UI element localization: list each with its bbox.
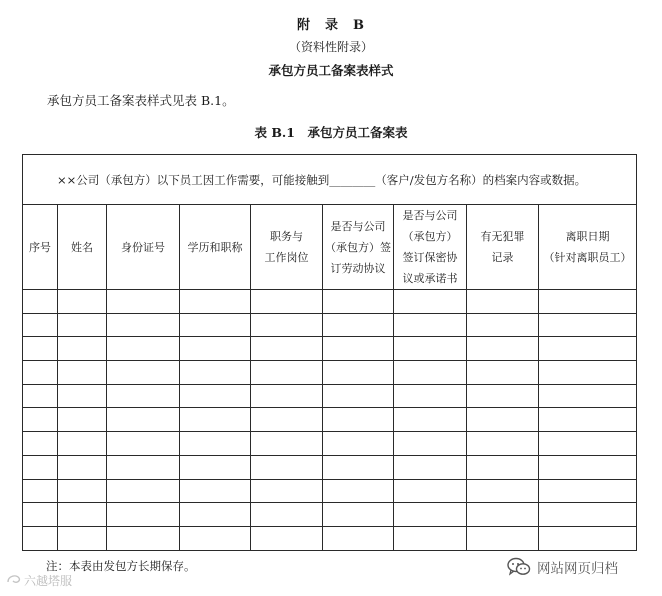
table-cell xyxy=(467,526,539,550)
table-cell xyxy=(23,503,58,527)
table-cell xyxy=(180,313,251,337)
table-cell xyxy=(323,455,394,479)
table-cell xyxy=(107,337,180,361)
appendix-title: 附 录 B xyxy=(297,18,365,33)
watermark-swirl-icon xyxy=(6,573,22,588)
table-cell xyxy=(107,455,180,479)
column-header-line: 订劳动协议 xyxy=(330,261,386,275)
column-header-6 xyxy=(323,205,394,290)
table-cell xyxy=(539,290,637,314)
column-header-7 xyxy=(394,205,467,290)
table-cell xyxy=(251,313,323,337)
table-cell xyxy=(467,384,539,408)
table-cell xyxy=(23,361,58,385)
table-cell xyxy=(467,361,539,385)
table-cell xyxy=(251,526,323,550)
table-cell xyxy=(467,337,539,361)
column-header-4 xyxy=(180,205,251,290)
table-cell xyxy=(539,479,637,503)
column-header-5 xyxy=(251,205,323,290)
table-cell xyxy=(467,455,539,479)
employee-record-table xyxy=(22,154,637,551)
table-cell xyxy=(539,361,637,385)
table-cell xyxy=(58,479,107,503)
table-row xyxy=(23,455,637,479)
table-cell xyxy=(539,455,637,479)
table-cell xyxy=(394,503,467,527)
table-cell xyxy=(180,526,251,550)
column-header-line: 学历和职称 xyxy=(187,240,243,254)
table-cell xyxy=(107,526,180,550)
table-cell xyxy=(107,479,180,503)
table-cell xyxy=(180,337,251,361)
table-cell xyxy=(107,313,180,337)
table-cell xyxy=(323,408,394,432)
table-cell xyxy=(323,432,394,456)
table-cell xyxy=(467,290,539,314)
table-cell xyxy=(467,479,539,503)
column-header-line: （承包方） xyxy=(402,230,458,243)
table-cell xyxy=(467,313,539,337)
watermark-left-text: 六越塔服 xyxy=(24,574,73,588)
table-cell xyxy=(539,408,637,432)
table-row xyxy=(23,361,637,385)
table-cell xyxy=(180,290,251,314)
table-cell xyxy=(394,479,467,503)
column-header-line: 是否与公司 xyxy=(402,209,458,222)
table-cell xyxy=(58,408,107,432)
table-cell xyxy=(251,479,323,503)
footnote: 注：本表由发包方长期保存。 xyxy=(46,559,196,573)
table-cell xyxy=(394,290,467,314)
column-header-line: （承包方）签 xyxy=(325,240,391,254)
table-cell xyxy=(23,313,58,337)
table-cell xyxy=(539,313,637,337)
table-cell xyxy=(107,384,180,408)
table-cell xyxy=(394,455,467,479)
column-header-line: 序号 xyxy=(29,240,51,254)
table-row xyxy=(23,337,637,361)
table-cell xyxy=(251,384,323,408)
table-cell xyxy=(58,361,107,385)
table-row xyxy=(23,290,637,314)
appendix-heading: 承包方员工备案表样式 xyxy=(268,63,394,78)
table-cell xyxy=(394,408,467,432)
table-cell xyxy=(394,313,467,337)
header-row xyxy=(23,205,637,290)
table-cell xyxy=(107,503,180,527)
table-cell xyxy=(467,503,539,527)
table-cell xyxy=(539,526,637,550)
column-header-line: 议或承诺书 xyxy=(402,272,458,285)
table-cell xyxy=(58,313,107,337)
record-table-container xyxy=(22,154,636,551)
table-cell xyxy=(58,432,107,456)
table-cell xyxy=(539,384,637,408)
notice-row xyxy=(23,155,637,205)
column-header-8 xyxy=(467,205,539,290)
column-header-line: 离职日期 xyxy=(565,230,610,243)
table-cell xyxy=(323,337,394,361)
watermark-right-text: 网站网页归档 xyxy=(537,561,618,577)
table-cell xyxy=(467,432,539,456)
column-header-line: 姓名 xyxy=(71,240,93,254)
table-cell xyxy=(107,361,180,385)
column-header-2 xyxy=(58,205,107,290)
table-cell xyxy=(23,290,58,314)
table-cell xyxy=(23,337,58,361)
table-cell xyxy=(180,384,251,408)
table-cell xyxy=(323,290,394,314)
column-header-line: 记录 xyxy=(491,251,514,264)
table-cell xyxy=(180,432,251,456)
table-cell xyxy=(23,479,58,503)
table-cell xyxy=(23,432,58,456)
watermark-left xyxy=(6,572,72,589)
notice-cell: ××公司（承包方）以下员工因工作需要，可能接触到________（客户/发包方名称）的档案内容或数据。 xyxy=(23,155,637,205)
table-cell xyxy=(251,337,323,361)
table-cell xyxy=(251,503,323,527)
table-cell xyxy=(323,526,394,550)
table-cell xyxy=(251,432,323,456)
column-header-line: （针对离职员工） xyxy=(543,251,632,264)
table-cell xyxy=(251,361,323,385)
table-cell xyxy=(539,503,637,527)
table-cell xyxy=(323,361,394,385)
table-cell xyxy=(394,361,467,385)
table-cell xyxy=(107,408,180,432)
table-row xyxy=(23,384,637,408)
column-header-1 xyxy=(23,205,58,290)
table-cell xyxy=(107,432,180,456)
appendix-subtitle: （资料性附录） xyxy=(288,40,373,54)
table-row xyxy=(23,503,637,527)
table-cell xyxy=(58,384,107,408)
table-cell xyxy=(323,479,394,503)
table-cell xyxy=(180,455,251,479)
table-cell xyxy=(23,526,58,550)
column-header-line: 职务与 xyxy=(270,230,303,243)
table-cell xyxy=(58,455,107,479)
watermark-right xyxy=(507,557,618,577)
table-cell xyxy=(467,408,539,432)
table-cell xyxy=(251,290,323,314)
table-cell xyxy=(394,526,467,550)
column-header-3 xyxy=(107,205,180,290)
table-cell xyxy=(180,361,251,385)
column-header-9 xyxy=(539,205,637,290)
table-cell xyxy=(107,290,180,314)
column-header-line: 签订保密协 xyxy=(402,251,458,264)
table-row xyxy=(23,479,637,503)
table-cell xyxy=(180,479,251,503)
table-cell xyxy=(539,432,637,456)
table-row xyxy=(23,432,637,456)
table-cell xyxy=(23,408,58,432)
table-cell xyxy=(58,526,107,550)
column-header-line: 是否与公司 xyxy=(330,219,386,233)
table-title: 表 B.1 承包方员工备案表 xyxy=(254,125,408,140)
table-cell xyxy=(23,455,58,479)
table-cell xyxy=(394,337,467,361)
wechat-icon xyxy=(507,557,531,577)
column-header-line: 有无犯罪 xyxy=(480,230,525,243)
table-cell xyxy=(251,455,323,479)
table-cell xyxy=(58,337,107,361)
table-row xyxy=(23,313,637,337)
table-cell xyxy=(323,313,394,337)
table-cell xyxy=(58,503,107,527)
table-cell xyxy=(180,503,251,527)
table-cell xyxy=(394,432,467,456)
table-row xyxy=(23,526,637,550)
table-cell xyxy=(58,290,107,314)
table-cell xyxy=(323,503,394,527)
column-header-line: 身份证号 xyxy=(121,240,165,254)
column-header-line: 工作岗位 xyxy=(264,251,309,264)
table-cell xyxy=(251,408,323,432)
table-row xyxy=(23,408,637,432)
table-cell xyxy=(394,384,467,408)
table-cell xyxy=(23,384,58,408)
table-cell xyxy=(323,384,394,408)
intro-paragraph: 承包方员工备案表样式见表 B.1。 xyxy=(47,93,235,108)
table-cell xyxy=(180,408,251,432)
table-cell xyxy=(539,337,637,361)
